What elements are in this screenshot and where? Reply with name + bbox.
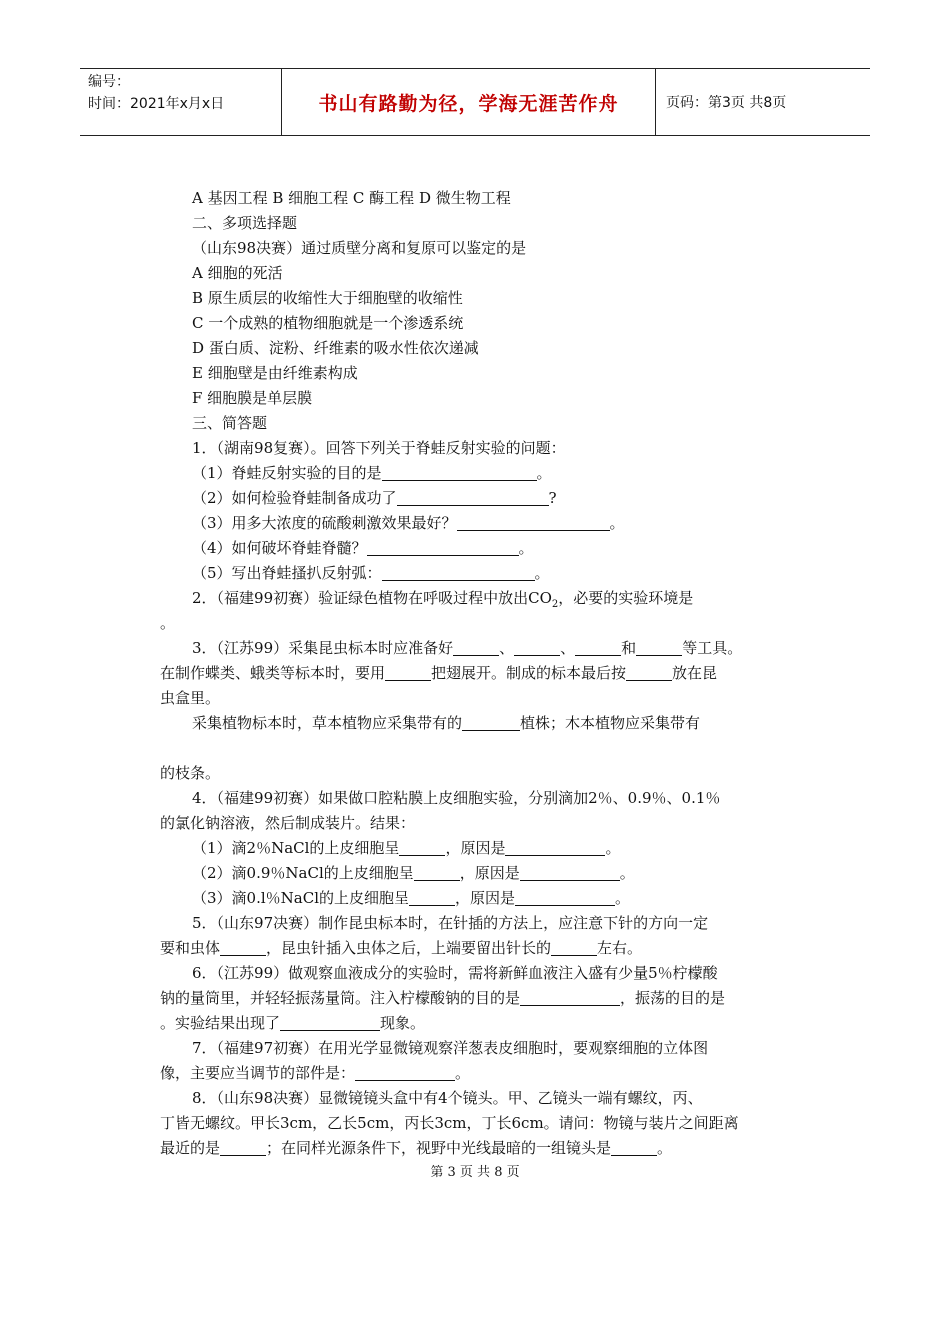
options-line: A 基因工程 B 细胞工程 C 酶工程 D 微生物工程 — [192, 189, 511, 207]
answer-blank[interactable] — [367, 539, 519, 556]
question-part: （1）脊蛙反射实验的目的是 。 — [192, 464, 552, 482]
answer-blank[interactable] — [626, 664, 672, 681]
mc-option: B 原生质层的收缩性大于细胞壁的收缩性 — [192, 289, 463, 307]
question-part: （2）滴0.9％NaCl的上皮细胞呈 ，原因是 。 — [192, 864, 635, 882]
answer-blank[interactable] — [385, 664, 431, 681]
answer-blank[interactable] — [382, 464, 537, 481]
question-line: 在制作蝶类、蛾类等标本时，要用 把翅展开。制成的标本最后按 放在昆 — [160, 664, 718, 682]
mc-option: A 细胞的死活 — [192, 264, 283, 282]
answer-blank[interactable] — [457, 514, 610, 531]
question-line: 最近的是 ；在同样光源条件下，视野中光线最暗的一组镜头是 。 — [160, 1139, 673, 1157]
question-line: 采集植物标本时，草本植物应采集带有的 植株；木本植物应采集带有 — [192, 714, 701, 732]
section-title: 二、多项选择题 — [192, 214, 298, 232]
question-line: 像，主要应当调节的部件是： 。 — [160, 1064, 471, 1082]
section-title: 三、简答题 — [192, 414, 268, 432]
header-info — [80, 69, 282, 135]
question-line: 2．（福建99初赛）验证绿色植物在呼吸过程中放出$CO_2$，必要的实验环境是 — [192, 589, 694, 610]
question-line: 4．（福建99初赛）如果做口腔粘膜上皮细胞实验，分别滴加2％、0.9％、0.1％ — [192, 789, 721, 807]
question-part: （3）滴0.l％NaCl的上皮细胞呈 ，原因是 。 — [192, 889, 631, 907]
answer-blank[interactable] — [382, 564, 535, 581]
question-line: 8．（山东98决赛）显微镜镜头盒中有4个镜头。甲、乙镜头一端有螺纹，丙、 — [192, 1089, 703, 1107]
answer-blank[interactable] — [520, 989, 620, 1006]
question-part: （4）如何破坏脊蛙脊髓？ 。 — [192, 539, 534, 557]
question-line: 。实验结果出现了 现象。 — [160, 1014, 426, 1032]
question-line: 丁皆无螺纹。甲长3cm，乙长5cm，丙长3cm，丁长6cm。请问：物镜与装片之间距离 — [160, 1114, 739, 1132]
answer-blank[interactable] — [462, 714, 520, 731]
question-stem: 1．（湖南98复赛）。回答下列关于脊蛙反射实验的问题： — [192, 439, 566, 457]
answer-blank[interactable] — [453, 639, 499, 656]
header-page-label: 页码：第3页 共8页 — [666, 95, 787, 111]
question-part: （5）写出脊蛙搔扒反射弧： 。 — [192, 564, 550, 582]
answer-blank[interactable] — [414, 864, 460, 881]
question-part: （2）如何检验脊蛙制备成功了 ? — [192, 489, 557, 507]
answer-blank[interactable] — [520, 864, 620, 881]
answer-blank[interactable] — [397, 489, 549, 506]
answer-blank[interactable] — [220, 1139, 266, 1156]
question-line: 虫盒里。 — [160, 689, 221, 707]
question-part: （3）用多大浓度的硫酸刺激效果最好？ 。 — [192, 514, 625, 532]
mc-option: D 蛋白质、淀粉、纤维素的吸水性依次递减 — [192, 339, 479, 357]
answer-blank[interactable] — [355, 1064, 455, 1081]
question-line: 5．（山东97决赛）制作昆虫标本时，在针插的方法上，应注意下针的方向一定 — [192, 914, 709, 932]
answer-blank[interactable] — [399, 839, 445, 856]
page-footer: 第 3 页 共 8 页 — [430, 1165, 520, 1180]
question-line: 3．（江苏99）采集昆虫标本时应准备好 、 、 和 等工具。 — [192, 639, 743, 657]
question-line: 。 — [160, 614, 176, 632]
date-label: 时间：2021年x月x日 — [88, 96, 225, 112]
question-line: 要和虫体 ，昆虫针插入虫体之后，上端要留出针长的 左右。 — [160, 939, 643, 957]
mc-option: E 细胞壁是由纤维素构成 — [192, 364, 358, 382]
spacer — [160, 736, 792, 761]
answer-blank[interactable] — [409, 889, 455, 906]
answer-blank[interactable] — [551, 939, 597, 956]
header-motto: 书山有路勤为径，学海无涯苦作舟 — [282, 69, 656, 135]
mc-option: F 细胞膜是单层膜 — [192, 389, 313, 407]
mc-option: C 一个成熟的植物细胞就是一个渗透系统 — [192, 314, 464, 332]
answer-blank[interactable] — [280, 1014, 380, 1031]
page-header — [80, 68, 870, 136]
question-line: 钠的量筒里，并轻轻振荡量筒。注入柠檬酸钠的目的是 ，振荡的目的是 — [160, 989, 726, 1007]
number-label: 编号： — [88, 74, 130, 90]
question-stem: （山东98决赛）通过质壁分离和复原可以鉴定的是 — [192, 239, 527, 257]
question-part: （1）滴2％NaCl的上皮细胞呈 ，原因是 。 — [192, 839, 621, 857]
answer-blank[interactable] — [515, 889, 615, 906]
answer-blank[interactable] — [636, 639, 682, 656]
answer-blank[interactable] — [575, 639, 621, 656]
answer-blank[interactable] — [611, 1139, 657, 1156]
document-body — [160, 186, 792, 1161]
answer-blank[interactable] — [220, 939, 266, 956]
question-line: 的氯化钠溶液，然后制成装片。结果： — [160, 814, 416, 832]
answer-blank[interactable] — [514, 639, 560, 656]
question-line: 6．（江苏99）做观察血液成分的实验时，需将新鲜血液注入盛有少量5％柠檬酸 — [192, 964, 718, 982]
question-line: 的枝条。 — [160, 764, 221, 782]
question-line: 7．（福建97初赛）在用光学显微镜观察洋葱表皮细胞时，要观察细胞的立体图 — [192, 1039, 709, 1057]
answer-blank[interactable] — [505, 839, 605, 856]
